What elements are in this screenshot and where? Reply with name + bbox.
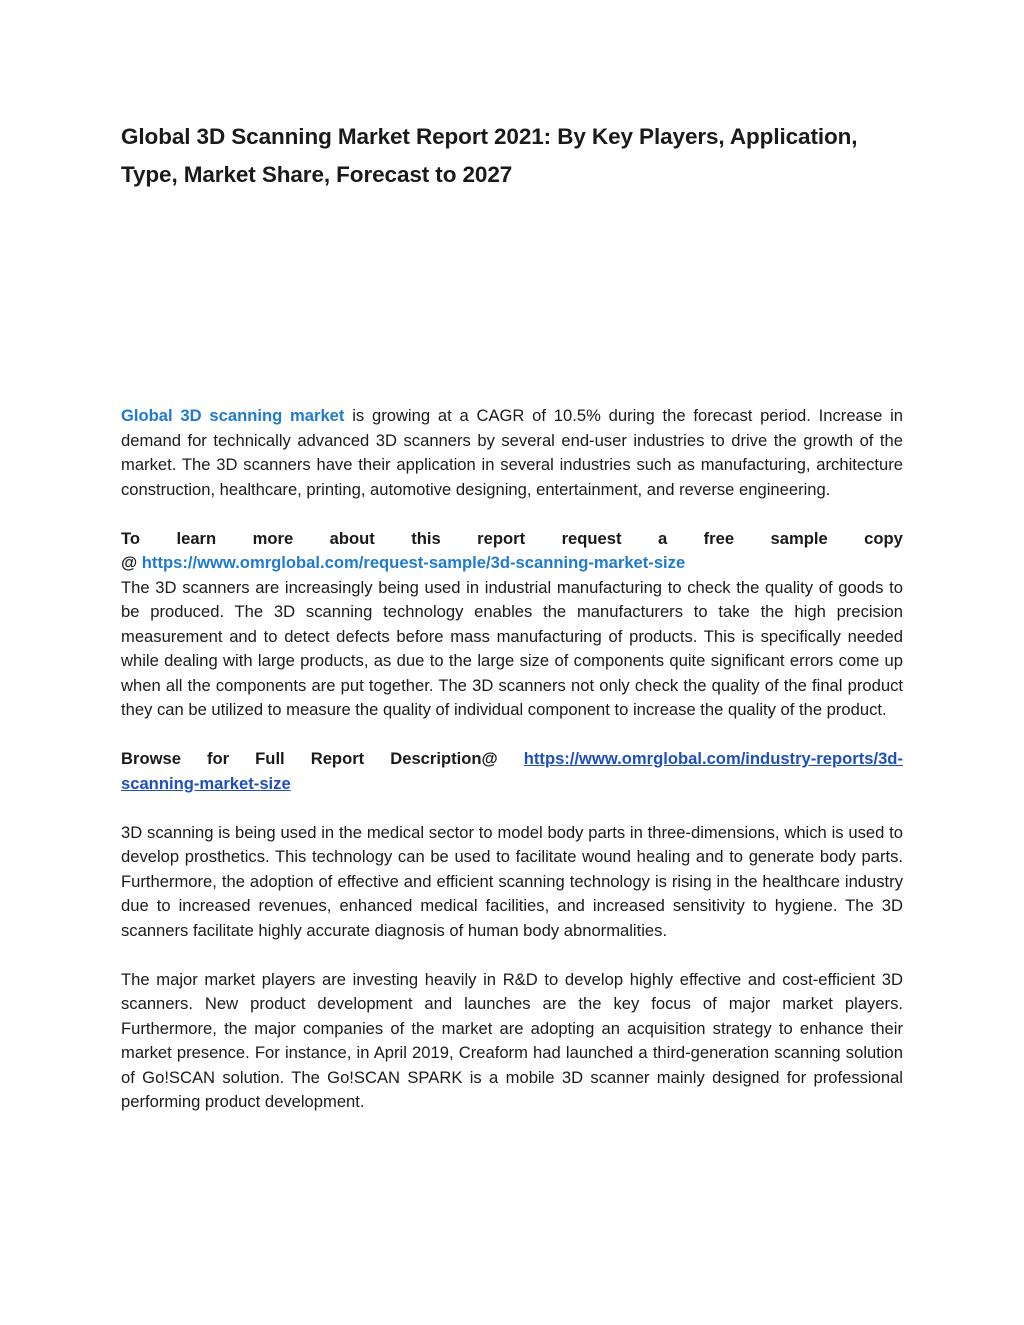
browse-word: Browse [121, 749, 181, 768]
page-title: Global 3D Scanning Market Report 2021: By Key Players, Application, Type, Market Share, Forecast to 2027 [121, 124, 858, 187]
spacer [121, 502, 903, 527]
at-sign: @ [121, 553, 142, 572]
browse-word: Report [310, 749, 365, 768]
intro-text: is growing at a CAGR of 10.5% during the forecast period. Increase in demand for technically advanced 3D scanners by several end-user industries to drive the growth of the market. The 3D scanners have their application in several industries such as manufacturing, architecture construction, healthcare, printing, automotive designing, entertainment, and reverse engineering. [121, 406, 904, 499]
sample-word: report [477, 528, 526, 548]
sample-word: a [657, 528, 668, 548]
paragraph-medical: 3D scanning is being used in the medical sector to model body parts in three-dimensions, which is used to develop prosthetics. This technology can be used to facilitate wound healing and to generate body parts. Furthermore, the adoption of effective and efficient scanning technology is rising in the healthcare industry due to increased revenues, enhanced medical facilities, and increased sensitivity to hygiene. The 3D scanners facilitate highly accurate diagnosis of human body abnormalities. [121, 822, 903, 940]
report-link[interactable]: https://www.omrglobal.com/industry-reports/3d- [523, 749, 903, 768]
sample-word: free [703, 528, 735, 548]
market-link[interactable]: Global 3D scanning market [121, 406, 345, 425]
spacer [121, 723, 903, 748]
sample-link[interactable]: https://www.omrglobal.com/request-sample/3d-scanning-market-size [141, 553, 686, 572]
sample-word: about [329, 528, 375, 548]
paragraph-players: The major market players are investing heavily in R&D to develop highly effective and cost-efficient 3D scanners. New product development and launches are the key focus of major market players. Furthermore, the major companies of the market are adopting an acquisition strategy to enhance their market presence. For instance, in April 2019, Creaform had launched a third-generation scanning solution of Go!SCAN solution. The Go!SCAN SPARK is a mobile 3D scanner mainly designed for professional performing product development. [121, 969, 903, 1111]
browse-word: Description@ [390, 749, 498, 768]
sample-word: copy [864, 528, 903, 548]
browse-line [121, 747, 903, 772]
browse-word: Full [255, 749, 285, 768]
sample-word: request [561, 528, 622, 548]
browse-link-continued [121, 772, 903, 797]
sample-word: sample [770, 528, 828, 548]
document-body [121, 404, 903, 1115]
spacer [121, 943, 903, 968]
sample-link-line [121, 551, 903, 576]
report-link-continued[interactable]: scanning-market-size [121, 773, 291, 793]
title-block [121, 118, 903, 194]
paragraph-intro [121, 404, 903, 502]
sample-word: To [121, 528, 141, 548]
browse-word: for [207, 749, 230, 768]
spacer [121, 796, 903, 821]
sample-word: this [411, 528, 441, 548]
paragraph-manufacturing: The 3D scanners are increasingly being used in industrial manufacturing to check the quality of goods to be produced. The 3D scanning technology enables the manufacturers to take the high precision measurement and to detect defects before mass manufacturing of products. This is specifically needed while dealing with large products, as due to the large size of components quite significant errors come up when all the components are put together. The 3D scanners not only check the quality of the final product they can be utilized to measure the quality of individual component to increase the quality of the product. [121, 577, 903, 719]
sample-word: learn [176, 528, 217, 548]
sample-word: more [252, 528, 294, 548]
sample-request-line [121, 527, 903, 552]
